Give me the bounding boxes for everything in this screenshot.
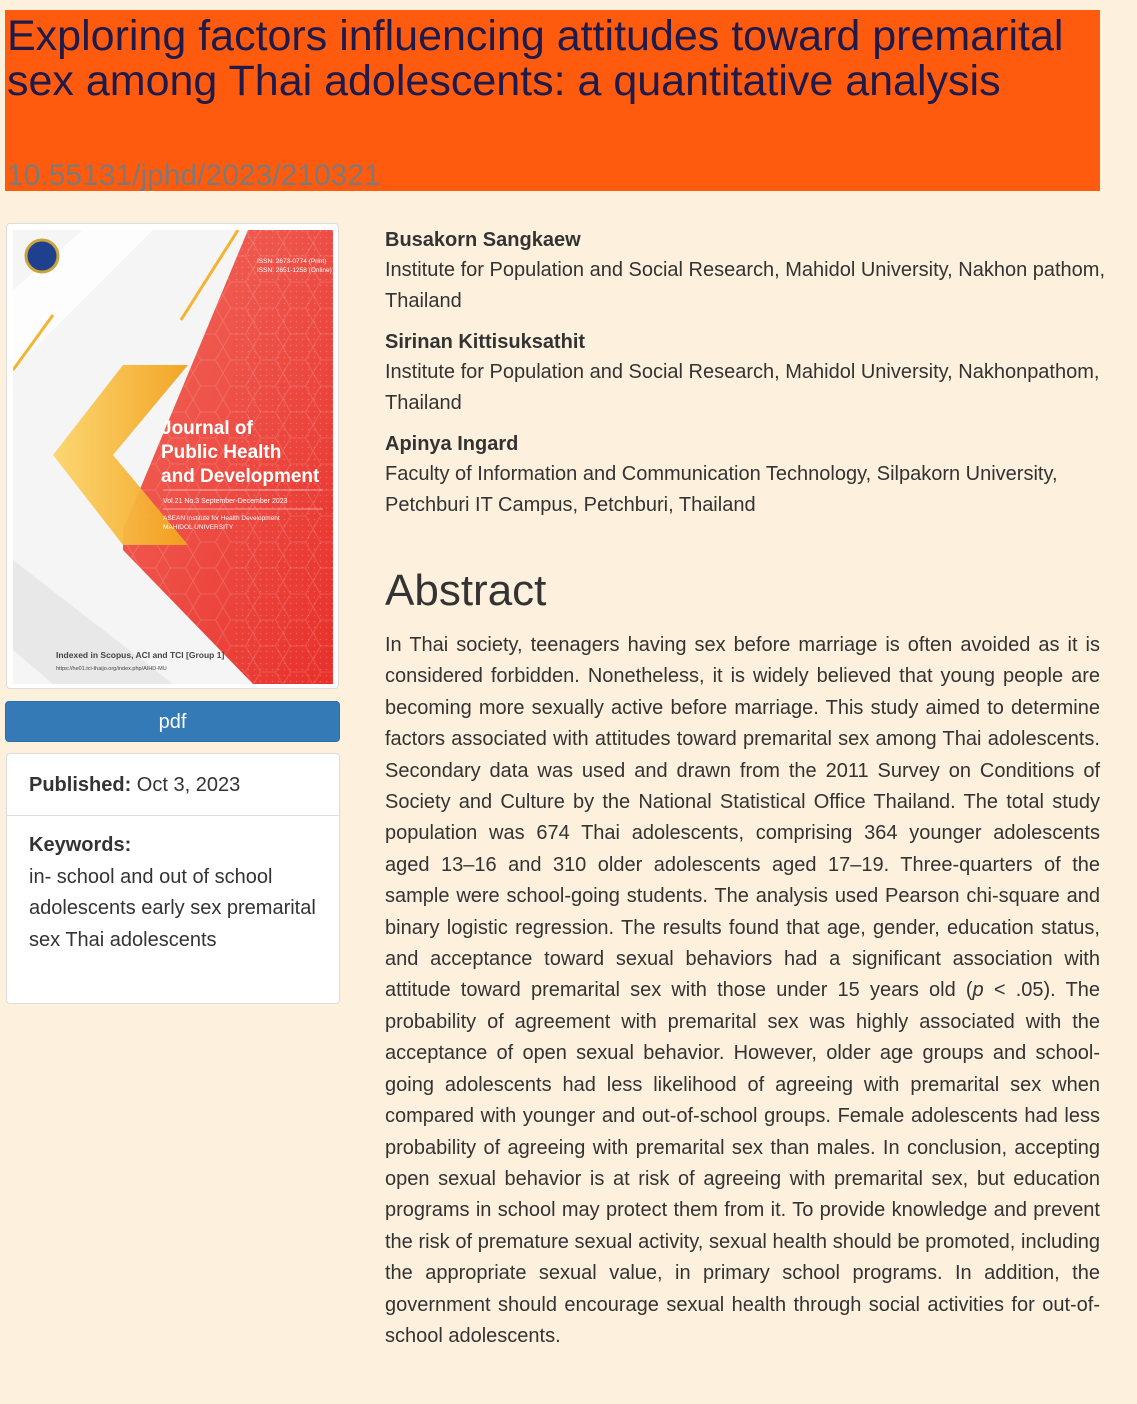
author-name: Apinya Ingard xyxy=(385,433,519,455)
keywords-value: in- school and out of school adolescents early sex premarital sex Thai adolescents xyxy=(29,865,316,951)
cover-journal-line2: Public Health xyxy=(161,442,282,463)
article-title: Exploring factors influencing attitudes toward premarital sex among Thai adolescents: a quantitative analysis xyxy=(7,12,1064,105)
article-meta-card xyxy=(6,753,340,1004)
pdf-download-button[interactable]: pdf xyxy=(5,701,340,742)
doi-link[interactable]: 10.55131/jphd/2023/210321 xyxy=(7,159,381,192)
cover-volume: Vol.21 No.3 September-December 2023 xyxy=(163,498,288,505)
abstract-part-2: < .05). The probability of agreement with premarital sex was highly associated with the acceptance of open sexual behavior. However, older age groups and school-going adolescents had less likelihood of agreeing with premarital sex when compared with younger and out-of-school groups. Female adolescents had less probability of agreeing with premarital sex than males. In conclusion, accepting open sexual behavior is at risk of agreeing with premarital sex, but education programs in school may protect them from it. To provide knowledge and prevent the risk of premature sexual activity, sexual health should be promoted, including the appropriate sexual value, in primary school programs. In addition, the government should encourage sexual health through social activities for out-of-school adolescents. xyxy=(385,979,1100,1347)
author-list xyxy=(385,225,1105,531)
article-header xyxy=(5,10,1100,191)
author-name: Busakorn Sangkaew xyxy=(385,229,581,251)
cover-issn-online: ISSN: 2651-1258 (Online) xyxy=(257,267,332,274)
abstract-part-1: In Thai society, teenagers having sex before marriage is often avoided as it is considered forbidden. Nonetheless, it is widely believed that young people are becoming more sexually active before marriage. This study aimed to determine factors associated with attitudes toward premarital sex among Thai adolescents. Secondary data was used and drawn from the 2011 Survey on Conditions of Society and Culture by the National Statistical Office Thailand. The total study population was 674 Thai adolescents, comprising 364 younger adolescents aged 13–16 and 310 older adolescents aged 17–19. Three-quarters of the sample were school-going students. The analysis used Pearson chi-square and binary logistic regression. The results found that age, gender, education status, and acceptance toward sexual behaviors had a significant association with attitude toward premarital sex with those under 15 years old ( xyxy=(385,634,1100,1002)
published-row xyxy=(7,754,339,816)
university-seal-icon xyxy=(26,240,58,272)
cover-journal-line1: Journal of xyxy=(161,418,253,439)
abstract-p-italic: p xyxy=(972,979,984,1002)
published-label: Published: xyxy=(29,774,132,796)
keywords-label: Keywords: xyxy=(29,834,132,856)
cover-indexed: Indexed in Scopus, ACI and TCI [Group 1] xyxy=(56,650,225,660)
journal-cover-image[interactable] xyxy=(13,230,333,684)
keywords-row xyxy=(7,816,339,956)
cover-journal-line3: and Development xyxy=(161,466,320,487)
author-affiliation: Institute for Population and Social Research, Mahidol University, Nakhonpathom, Thailand xyxy=(385,361,1100,414)
cover-card xyxy=(6,223,339,689)
cover-institute-line1: ASEAN Institute for Health Development xyxy=(163,515,280,522)
abstract-text xyxy=(385,630,1100,1352)
published-date: Oct 3, 2023 xyxy=(136,774,241,796)
cover-url: https://he01.tci-thaijo.org/index.php/AIHD-MU xyxy=(56,666,167,672)
cover-institute-line2: MAHIDOL UNIVERSITY xyxy=(163,524,234,531)
author-affiliation: Institute for Population and Social Research, Mahidol University, Nakhon pathom, Thailand xyxy=(385,259,1106,312)
author-item xyxy=(385,225,1105,317)
cover-artwork xyxy=(13,230,333,684)
abstract-heading: Abstract xyxy=(385,566,547,615)
author-item xyxy=(385,429,1105,521)
author-affiliation: Faculty of Information and Communication Technology, Silpakorn University, Petchburi IT Campus, Petchburi, Thailand xyxy=(385,463,1058,516)
author-item xyxy=(385,327,1105,419)
cover-issn-print: ISSN: 2673-0774 (Print) xyxy=(257,258,327,265)
author-name: Sirinan Kittisuksathit xyxy=(385,331,586,353)
